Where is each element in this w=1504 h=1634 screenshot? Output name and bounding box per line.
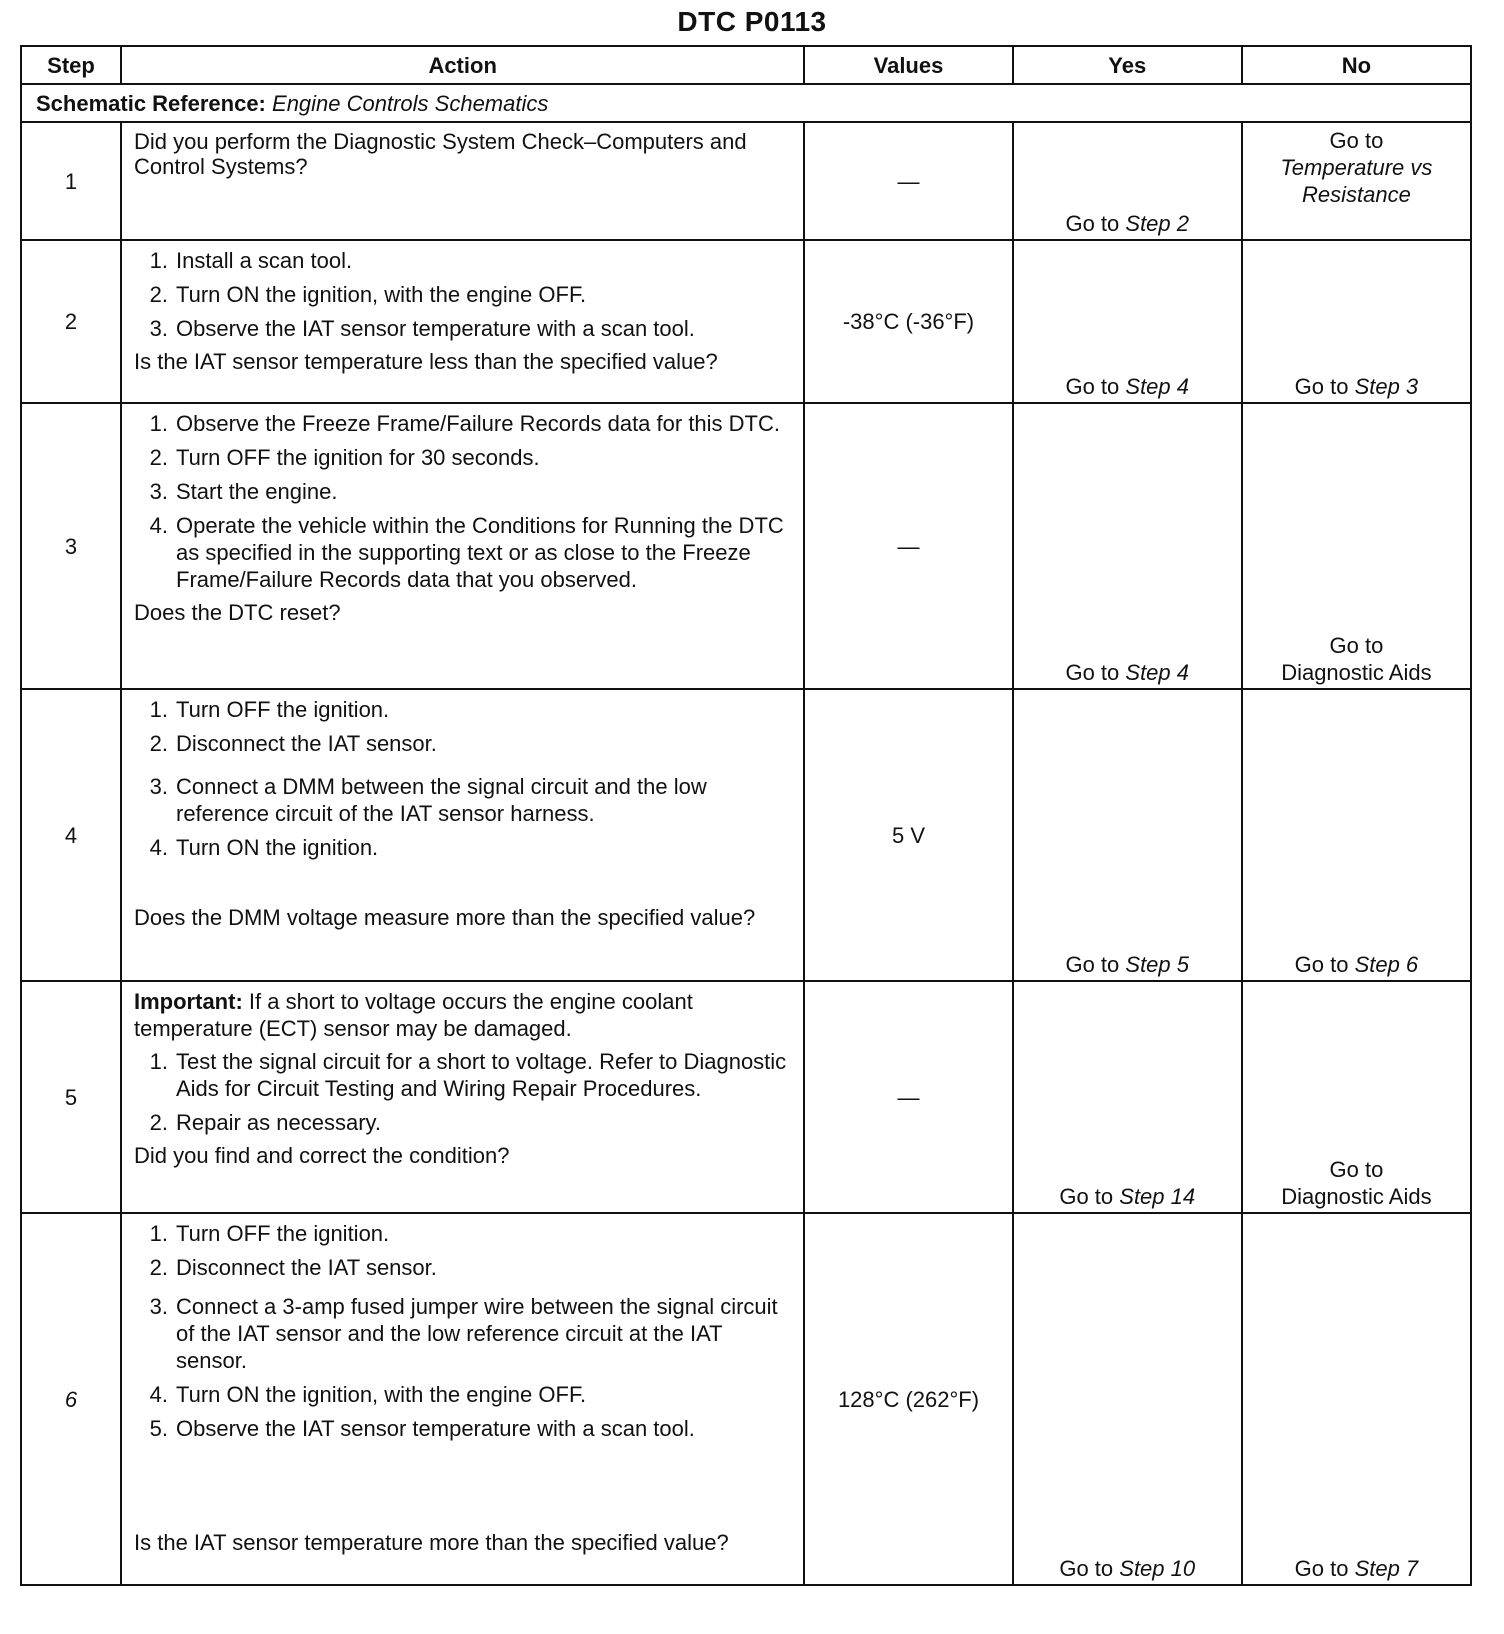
header-no: No bbox=[1242, 46, 1471, 84]
action-question: Does the DTC reset? bbox=[134, 600, 341, 625]
action-step: 3. Connect a DMM between the signal circuit and the low reference circuit of the IAT sensor harness. bbox=[149, 774, 707, 826]
yes-prefix: Go to bbox=[1059, 1556, 1120, 1581]
step-number: 1 bbox=[21, 122, 121, 240]
yes-cell bbox=[1013, 240, 1242, 403]
header-values: Values bbox=[804, 46, 1012, 84]
action-step: 2. Turn ON the ignition, with the engine OFF. bbox=[149, 282, 587, 307]
no-cell bbox=[1242, 981, 1471, 1213]
header-yes: Yes bbox=[1013, 46, 1242, 84]
no-link[interactable]: Step 3 bbox=[1354, 374, 1419, 399]
yes-cell bbox=[1013, 403, 1242, 689]
action-step: 2. Disconnect the IAT sensor. bbox=[149, 1255, 437, 1280]
action-cell bbox=[121, 1213, 804, 1585]
no-link[interactable]: Step 7 bbox=[1354, 1556, 1419, 1581]
step-number: 2 bbox=[21, 240, 121, 403]
important-note bbox=[134, 988, 793, 1042]
schematic-ref: Engine Controls Schematics bbox=[272, 90, 549, 116]
action-step: 2. Repair as necessary. bbox=[149, 1110, 382, 1135]
action-cell bbox=[121, 981, 804, 1213]
value-cell: 128°C (262°F) bbox=[804, 1213, 1012, 1585]
action-step: 4. Turn ON the ignition, with the engine OFF. bbox=[149, 1382, 587, 1407]
action-question: Did you perform the Diagnostic System Check–Computers and Control Systems? bbox=[134, 129, 747, 179]
table-row bbox=[21, 981, 1471, 1213]
action-step: 2. Turn OFF the ignition for 30 seconds. bbox=[149, 445, 540, 470]
value-cell: — bbox=[804, 981, 1012, 1213]
table-row bbox=[21, 122, 1471, 240]
yes-link[interactable]: Step 4 bbox=[1125, 374, 1189, 399]
action-step: 4. Operate the vehicle within the Conditions for Running the DTC as specified in the supporting text or as close to the Freeze Frame/Failure Records data that you observed. bbox=[149, 513, 784, 592]
value-cell: — bbox=[804, 403, 1012, 689]
action-cell bbox=[121, 240, 804, 403]
action-step: 1. Observe the Freeze Frame/Failure Records data for this DTC. bbox=[149, 411, 780, 436]
no-link[interactable]: Temperature vs Resistance bbox=[1280, 155, 1433, 207]
action-question: Does the DMM voltage measure more than the specified value? bbox=[134, 905, 756, 930]
yes-prefix: Go to bbox=[1065, 211, 1126, 236]
value-cell: 5 V bbox=[804, 689, 1012, 981]
schematic-label: Schematic Reference: bbox=[36, 90, 266, 116]
page-title: DTC P0113 bbox=[677, 6, 827, 37]
action-step: 3. Start the engine. bbox=[149, 479, 338, 504]
action-step: 1. Install a scan tool. bbox=[149, 248, 353, 273]
action-step: 2. Disconnect the IAT sensor. bbox=[149, 731, 437, 756]
action-cell bbox=[121, 122, 804, 240]
no-prefix: Go to bbox=[1294, 374, 1355, 399]
no-link[interactable]: Diagnostic Aids bbox=[1281, 660, 1432, 685]
action-step: 1. Test the signal circuit for a short to voltage. Refer to Diagnostic Aids for Circuit Testing and Wiring Repair Procedures. bbox=[149, 1049, 787, 1101]
no-cell bbox=[1242, 240, 1471, 403]
no-cell bbox=[1242, 122, 1471, 240]
action-cell bbox=[121, 403, 804, 689]
yes-cell bbox=[1013, 1213, 1242, 1585]
important-text: If a short to voltage occurs the engine coolant temperature (ECT) sensor may be damaged. bbox=[134, 989, 693, 1041]
no-link[interactable]: Step 6 bbox=[1354, 952, 1419, 977]
table-row bbox=[21, 240, 1471, 403]
action-step: 3. Observe the IAT sensor temperature with a scan tool. bbox=[149, 316, 695, 341]
no-prefix: Go to bbox=[1329, 633, 1384, 658]
action-step: 3. Connect a 3-amp fused jumper wire between the signal circuit of the IAT sensor and the low reference circuit at the IAT sensor. bbox=[149, 1294, 778, 1373]
header-action: Action bbox=[121, 46, 804, 84]
no-prefix: Go to bbox=[1294, 1556, 1355, 1581]
step-number: 3 bbox=[21, 403, 121, 689]
important-label: Important: bbox=[134, 989, 243, 1014]
no-link[interactable]: Diagnostic Aids bbox=[1281, 1184, 1432, 1209]
yes-prefix: Go to bbox=[1065, 374, 1126, 399]
diagnostic-table bbox=[20, 45, 1472, 1586]
no-cell bbox=[1242, 1213, 1471, 1585]
yes-link[interactable]: Step 5 bbox=[1125, 952, 1189, 977]
yes-cell bbox=[1013, 689, 1242, 981]
value-cell: — bbox=[804, 122, 1012, 240]
header-row bbox=[21, 46, 1471, 84]
action-step: 4. Turn ON the ignition. bbox=[149, 835, 379, 860]
yes-prefix: Go to bbox=[1059, 1184, 1120, 1209]
yes-link[interactable]: Step 10 bbox=[1119, 1556, 1196, 1581]
no-prefix: Go to bbox=[1329, 1157, 1384, 1182]
table-row bbox=[21, 403, 1471, 689]
yes-link[interactable]: Step 4 bbox=[1125, 660, 1189, 685]
action-question: Did you find and correct the condition? bbox=[134, 1143, 510, 1168]
no-cell bbox=[1242, 403, 1471, 689]
action-cell bbox=[121, 689, 804, 981]
yes-cell bbox=[1013, 981, 1242, 1213]
schematic-row bbox=[21, 84, 1471, 122]
action-step: 1. Turn OFF the ignition. bbox=[149, 697, 390, 722]
header-step: Step bbox=[21, 46, 121, 84]
step-number: 6 bbox=[21, 1213, 121, 1585]
table-row bbox=[21, 1213, 1471, 1585]
action-step: 5. Observe the IAT sensor temperature with a scan tool. bbox=[149, 1416, 695, 1441]
schematic-reference bbox=[21, 84, 1471, 122]
no-cell bbox=[1242, 689, 1471, 981]
step-number: 4 bbox=[21, 689, 121, 981]
yes-prefix: Go to bbox=[1065, 952, 1126, 977]
no-prefix: Go to bbox=[1329, 128, 1384, 153]
yes-link[interactable]: Step 14 bbox=[1119, 1184, 1196, 1209]
value-cell: -38°C (-36°F) bbox=[804, 240, 1012, 403]
yes-link[interactable]: Step 2 bbox=[1125, 211, 1189, 236]
action-step: 1. Turn OFF the ignition. bbox=[149, 1221, 390, 1246]
action-question: Is the IAT sensor temperature more than the specified value? bbox=[134, 1530, 729, 1555]
no-prefix: Go to bbox=[1294, 952, 1355, 977]
yes-cell bbox=[1013, 122, 1242, 240]
step-number: 5 bbox=[21, 981, 121, 1213]
yes-prefix: Go to bbox=[1065, 660, 1126, 685]
table-row bbox=[21, 689, 1471, 981]
action-question: Is the IAT sensor temperature less than the specified value? bbox=[134, 349, 718, 374]
